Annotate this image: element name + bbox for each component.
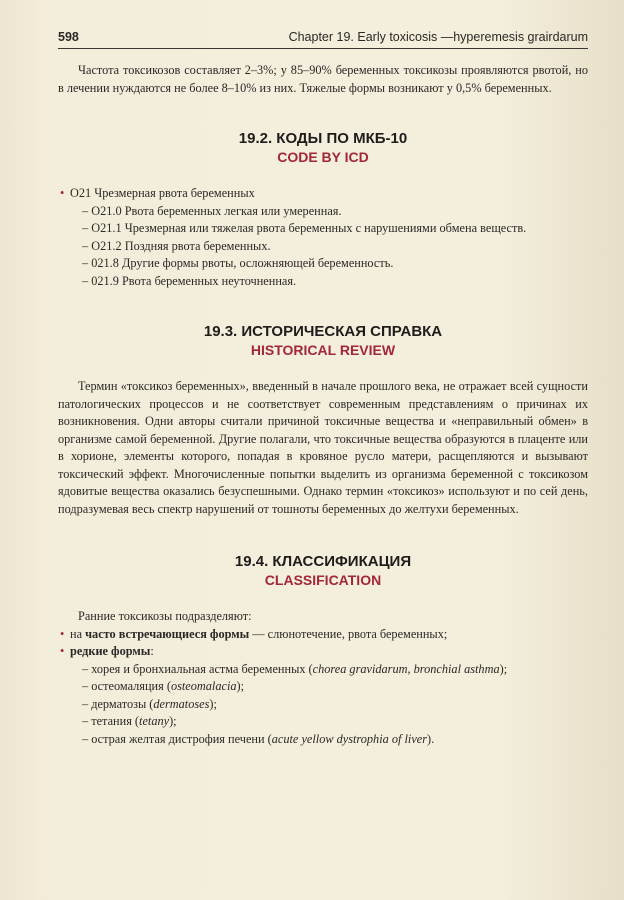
icd-code-list: [58, 185, 588, 290]
page-content: [58, 62, 588, 748]
section-class-title-ru: 19.4. КЛАССИФИКАЦИЯ: [234, 553, 412, 570]
rare-form-ru: – хорея и бронхиальная астма беременных (: [82, 661, 313, 676]
section-icd-title-en: CODE BY ICD: [277, 149, 369, 165]
item-colon: :: [150, 644, 154, 658]
rare-form-item: [58, 678, 588, 696]
rare-form-ru: – остеомаляция (: [82, 679, 171, 693]
icd-sub-item: – O21.0 Рвота беременных легкая или умеренная.: [82, 203, 342, 218]
rare-form-item: [58, 731, 588, 749]
rare-form-end: );: [209, 696, 217, 711]
icd-sub-item: – O21.1 Чрезмерная или тяжелая рвота беременных с нарушениями обмена веществ.: [82, 221, 527, 235]
page-number: 598: [58, 30, 79, 44]
item-rest-text: — слюнотечение, рвота беременных;: [249, 626, 448, 641]
classification-lead: Ранние токсикозы подразделяют:: [78, 609, 252, 623]
icd-main-item: • O21 Чрезмерная рвота беременных: [58, 185, 588, 203]
rare-form-end: );: [499, 661, 508, 676]
section-icd-heading: [58, 129, 588, 167]
icd-sub-item: – O21.2 Поздняя рвота беременных.: [82, 238, 271, 253]
rare-form-latin: tetany: [139, 714, 170, 728]
rare-form-ru: – тетания (: [82, 714, 140, 728]
section-class-heading: [58, 552, 588, 590]
rare-form-item: [58, 713, 588, 731]
rare-form-item: [58, 696, 588, 714]
classification-list: [58, 626, 588, 749]
history-paragraph: Термин «токсикоз беременных», введенный в начале прошлого века, не отражает всей сущности патологических процессов и не соответствует современным представлениям о причинах их возникновения. Одни авторы считали причиной токсичные вещества и «неправильный обмен» в организме самой беременной. Другие полагали, что токсичные вещества образуются в плаценте или в хорионе, элементы которого, попадая в кровяное русло матери, расщепляются и вызывают токсический эффект. Многочисленные попытки выделить из организма беременной с токсикозом ядовитые вещества оказались безуспешными. Однако термин «токсикоз» используют и по сей день, подразумевая весь спектр нарушений от тошноты беременных до желтухи беременных.: [58, 379, 588, 516]
rare-form-end: );: [236, 679, 245, 693]
section-history-title-ru: 19.3. ИСТОРИЧЕСКАЯ СПРАВКА: [203, 323, 443, 340]
rare-form-latin: osteomalacia: [170, 679, 237, 693]
section-history-title-en: HISTORICAL REVIEW: [250, 342, 396, 358]
rare-form-latin: acute yellow dystrophia of liver: [271, 731, 428, 746]
item-bold-text: редкие формы: [70, 644, 151, 658]
classification-item-common: [58, 626, 588, 644]
rare-form-latin: chorea gravidarum, bronchial asthma: [312, 661, 500, 676]
section-class-title-en: CLASSIFICATION: [264, 572, 382, 588]
icd-sub-item: – 021.9 Рвота беременных неуточненная.: [82, 273, 297, 288]
classification-item-rare: [58, 643, 588, 661]
rare-form-latin: dermatoses: [153, 696, 210, 711]
rare-form-item: [58, 661, 588, 679]
section-history-heading: [58, 322, 588, 360]
running-title: Chapter 19. Early toxicosis —hyperemesis grairdarum: [288, 30, 588, 44]
icd-sub-item: – 021.8 Другие формы рвоты, осложняющей беременность.: [82, 256, 394, 270]
intro-paragraph: Частота токсикозов составляет 2–3%; у 85–90% беременных токсикозы проявляются рвотой, но в лечении нуждаются не более 8–10% из них. Тяжелые формы возникают у 0,5% беременных.: [58, 63, 588, 95]
rare-form-ru: – острая желтая дистрофия печени (: [82, 731, 272, 746]
rare-form-end: ).: [427, 731, 435, 746]
rare-form-end: );: [169, 714, 177, 728]
rare-form-ru: – дерматозы (: [82, 696, 154, 711]
item-bold-text: часто встречающиеся формы: [85, 626, 250, 641]
item-prefix: на: [70, 626, 86, 641]
section-icd-title-ru: 19.2. КОДЫ ПО МКБ-10: [238, 130, 408, 147]
page-header: [58, 26, 588, 49]
